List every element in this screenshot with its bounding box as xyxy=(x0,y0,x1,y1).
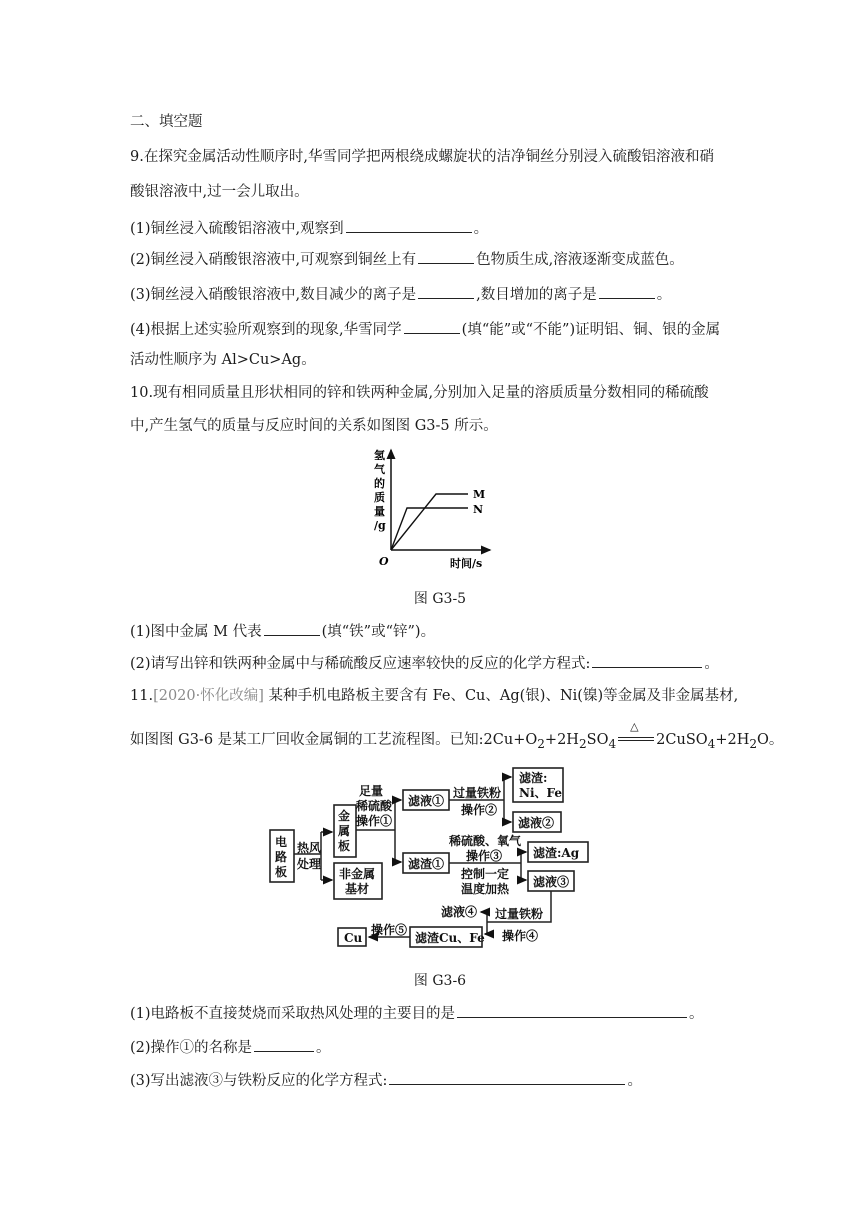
box-nonmetal-line0: 非金属 xyxy=(339,867,376,881)
q11-p3-text-a: (3)写出滤液③与铁粉反应的化学方程式: xyxy=(130,1073,388,1089)
label-op2: 操作② xyxy=(461,803,498,817)
label-excess-iron-op2: 过量铁粉 xyxy=(453,786,502,800)
q9-p3-blank1[interactable] xyxy=(418,283,474,299)
q9-part4-line2: 活动性顺序为 Al>Cu>Ag。 xyxy=(130,352,316,368)
box-residue-ni-fe-line1: Ni、Fe xyxy=(519,786,563,800)
q10-p2-text-b: 。 xyxy=(704,656,719,672)
q11-source: [2020·怀化改编] xyxy=(153,688,264,704)
origin-label: O xyxy=(379,555,389,568)
figure-g3-6-flowchart xyxy=(265,762,605,957)
y-label-char-0: 氢 xyxy=(374,449,385,462)
q10-p1-text-a: (1)图中金属 M 代表 xyxy=(130,624,262,640)
box-filtrate3-label: 滤液③ xyxy=(533,875,570,889)
q9-p3-text-c: 。 xyxy=(656,287,672,303)
q11-p2-text-a: (2)操作①的名称是 xyxy=(130,1040,253,1056)
series-n-line xyxy=(391,508,468,550)
q9-part3 xyxy=(130,283,671,305)
label-control-temp: 控制一定 xyxy=(461,867,510,881)
q9-part4 xyxy=(130,318,720,340)
label-treatment: 处理 xyxy=(297,857,322,871)
series-m-line xyxy=(391,494,468,550)
q9-p1-end: 。 xyxy=(473,221,489,237)
q10-stem-line2: 中,产生氢气的质量与反应时间的关系如图图 G3-5 所示。 xyxy=(130,418,498,434)
q11-p1-blank[interactable] xyxy=(457,1002,687,1018)
q11-p1-text-b: 。 xyxy=(689,1006,704,1022)
q9-p3-text-b: ,数目增加的离子是 xyxy=(476,287,597,303)
q10-p2-text-a: (2)请写出锌和铁两种金属中与稀硫酸反应速率较快的反应的化学方程式: xyxy=(130,656,591,672)
q9-p1-text: (1)铜丝浸入硫酸铝溶液中,观察到 xyxy=(130,221,344,237)
label-filtrate4: 滤液④ xyxy=(441,905,478,919)
q11-p1-text-a: (1)电路板不直接焚烧而采取热风处理的主要目的是 xyxy=(130,1006,456,1022)
q11-p2-text-b: 。 xyxy=(316,1040,331,1056)
q9-p4-text-a: (4)根据上述实验所观察到的现象,华雪同学 xyxy=(130,322,402,338)
q10-p1-text-b: (填“铁”或“锌”)。 xyxy=(321,624,436,640)
q9-part1 xyxy=(130,217,488,239)
box-residue-ni-fe-line0: 滤渣: xyxy=(519,771,548,785)
y-label-char-4: 量 xyxy=(374,505,385,518)
box-circuit-board-char-1: 路 xyxy=(275,850,288,864)
box-filtrate1-label: 滤液① xyxy=(408,794,445,808)
box-metal-board-char-2: 板 xyxy=(338,839,351,853)
q11-p2-blank[interactable] xyxy=(254,1036,314,1052)
q10-p2-blank[interactable] xyxy=(592,652,702,668)
q9-p2-blank[interactable] xyxy=(418,248,474,264)
box-circuit-board-char-0: 电 xyxy=(275,835,288,849)
y-label-char-3: 质 xyxy=(374,491,385,504)
q11-stem-text: 某种手机电路板主要含有 Fe、Cu、Ag(银)、Ni(镍)等金属及非金属基材, xyxy=(268,688,739,704)
label-sufficient: 足量 xyxy=(359,784,384,798)
label-op1: 操作① xyxy=(356,814,393,828)
q11-p3-blank[interactable] xyxy=(389,1069,625,1085)
q11-p3-text-b: 。 xyxy=(627,1073,642,1089)
label-heating: 温度加热 xyxy=(461,882,510,896)
section-title: 二、填空题 xyxy=(130,114,203,130)
q9-stem-line1: 9.在探究金属活动性顺序时,华雪同学把两根绕成螺旋状的洁净铜丝分别浸入硫酸铝溶液和硝 xyxy=(130,149,714,165)
figure-g3-6-caption: 图 G3-6 xyxy=(413,973,467,989)
box-metal-board-char-0: 金 xyxy=(338,809,351,823)
label-dilute-h2so4: 稀硫酸 xyxy=(356,799,393,813)
q10-part2 xyxy=(130,652,719,674)
y-label-char-2: 的 xyxy=(374,477,385,490)
y-label-char-1: 气 xyxy=(374,463,385,476)
q9-p2-text-b: 色物质生成,溶液逐渐变成蓝色。 xyxy=(476,252,684,268)
q9-stem-line2: 酸银溶液中,过一会儿取出。 xyxy=(130,184,309,200)
figure-g3-5-caption: 图 G3-5 xyxy=(413,591,467,607)
label-op3: 操作③ xyxy=(466,849,503,863)
q11-part3 xyxy=(130,1069,642,1091)
x-axis-label: 时间/s xyxy=(450,557,483,570)
series-m-label: M xyxy=(473,488,486,501)
q11-stem-line2: 如图图 G3-6 是某工厂回收金属铜的工艺流程图。已知$:2Cu+O_2+2H_2SO_4$ △ $2CuSO_4+2H_2O$。 xyxy=(130,730,783,754)
label-hot-air: 热风 xyxy=(297,841,322,855)
q9-p3-text-a: (3)铜丝浸入硝酸银溶液中,数目减少的离子是 xyxy=(130,287,417,303)
q10-p1-blank[interactable] xyxy=(264,620,320,636)
q9-p3-blank2[interactable] xyxy=(599,283,655,299)
q10-stem-line1: 10.现有相同质量且形状相同的锌和铁两种金属,分别加入足量的溶质质量分数相同的稀硫酸 xyxy=(130,385,709,401)
q10-part1 xyxy=(130,620,435,642)
q11-part1 xyxy=(130,1002,704,1024)
label-op4: 操作④ xyxy=(502,929,539,943)
delta-symbol: △ xyxy=(630,720,639,733)
series-n-label: N xyxy=(473,503,484,516)
box-metal-board-char-1: 属 xyxy=(338,824,351,838)
q11-part2 xyxy=(130,1036,331,1058)
y-label-char-5: /g xyxy=(374,519,386,532)
box-nonmetal-line1: 基材 xyxy=(345,882,370,896)
box-residue-cu-fe-label: 滤渣Cu、Fe xyxy=(415,931,485,945)
q9-p4-text-b: (填“能”或“不能”)证明铝、铜、银的金属 xyxy=(461,322,721,338)
heat-arrow xyxy=(616,720,656,747)
label-op5: 操作⑤ xyxy=(371,923,408,937)
q9-p2-text-a: (2)铜丝浸入硝酸银溶液中,可观察到铜丝上有 xyxy=(130,252,417,268)
label-excess-iron-op4: 过量铁粉 xyxy=(495,907,544,921)
label-acid-oxygen: 稀硫酸、氧气 xyxy=(449,834,522,848)
box-cu-label: Cu xyxy=(344,931,363,945)
q11-stem-line1: 11.[2020·怀化改编] 某种手机电路板主要含有 Fe、Cu、Ag(银)、Ni(镍)等金属及非金属基材, xyxy=(130,688,739,704)
figure-g3-5 xyxy=(370,446,500,574)
q9-p4-blank[interactable] xyxy=(404,318,460,334)
box-circuit-board-char-2: 板 xyxy=(275,865,288,879)
q9-p1-blank[interactable] xyxy=(346,217,472,233)
box-filtrate2-label: 滤液② xyxy=(518,816,555,830)
q9-part2 xyxy=(130,248,684,270)
box-residue-ag-label: 滤渣:Ag xyxy=(533,846,580,860)
box-residue1-label: 滤渣① xyxy=(408,857,445,871)
